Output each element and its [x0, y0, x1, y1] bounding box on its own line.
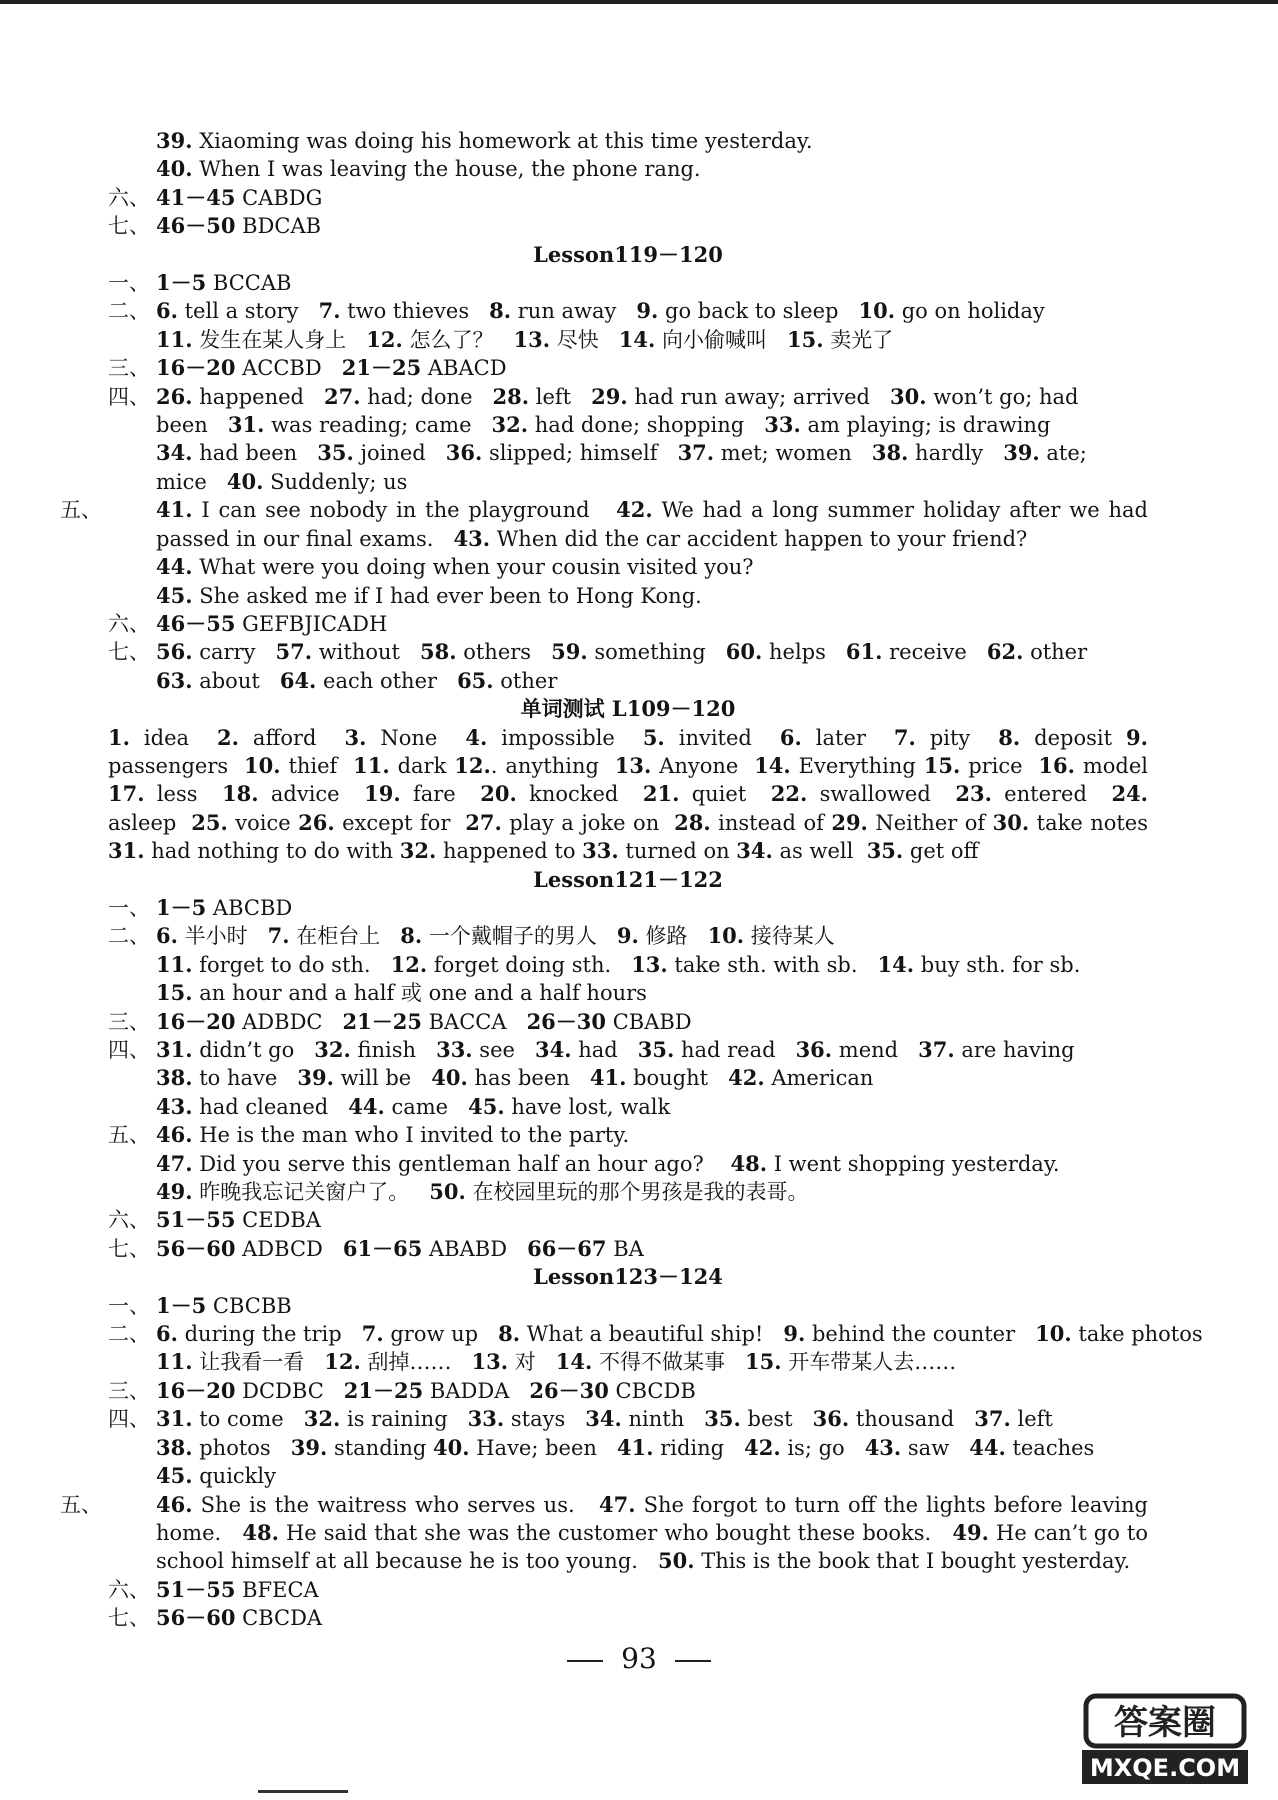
answer-line: mice 40. Suddenly; us	[156, 468, 408, 494]
answer-line: 六、 41－45 CABDG	[108, 184, 1148, 212]
section-marker: 七、	[108, 1236, 150, 1261]
answer-line: 38. to have 39. will be 40. has been 41. bought 42. American	[156, 1065, 874, 1091]
answer-key-body	[60, 127, 1203, 1633]
section-marker: 六、	[108, 1208, 150, 1233]
answer-line: 47. Did you serve this gentleman half an hour ago? 48. I went shopping yesterday.	[156, 1150, 1060, 1176]
watermark-logo	[1082, 1688, 1248, 1788]
section-marker: 六、	[108, 611, 150, 636]
section-marker: 二、	[108, 1322, 150, 1347]
answer-line: 五、 41. I can see nobody in the playground 42. We had a long summer holiday after we had passed in our final exams. 43. When did the car accident happen to your friend?	[60, 497, 1148, 551]
section-marker: 六、	[108, 1577, 150, 1602]
answer-line: 49. 昨晚我忘记关窗户了。 50. 在校园里玩的那个男孩是我的表哥。	[156, 1179, 809, 1205]
logo-url: MXQE.COM	[1089, 1754, 1241, 1782]
answer-line: 四、 31. didn’t go 32. finish 33. see 34. had 35. had read 36. mend 37. are having	[108, 1036, 1148, 1064]
section-marker: 五、	[60, 498, 102, 523]
answer-line: 五、 46. She is the waitress who serves us. 47. She forgot to turn off the lights before leaving home. 48. He said that she was the customer who bought these books. 49. He can’t go to school himself at all because he is too young. 50. This is the book that I bought yesterday.	[60, 1491, 1149, 1574]
section-marker: 二、	[108, 924, 150, 949]
answer-line: 二、 6. 半小时 7. 在柜台上 8. 一个戴帽子的男人 9. 修路 10. 接待某人	[108, 922, 1148, 950]
answer-line: 11. forget to do sth. 12. forget doing sth. 13. take sth. with sb. 14. buy sth. for sb.	[156, 951, 1081, 977]
section-marker: 四、	[108, 1038, 150, 1062]
answer-line: 四、 31. to come 32. is raining 33. stays 34. ninth 35. best 36. thousand 37. left	[108, 1405, 1148, 1433]
answer-line: 七、 46－50 BDCAB	[108, 212, 1148, 240]
answer-line: 34. had been 35. joined 36. slipped; himself 37. met; women 38. hardly 39. ate;	[156, 440, 1087, 466]
answer-line: 63. about 64. each other 65. other	[156, 667, 558, 693]
answer-line: 11. 让我看一看 12. 刮掉…… 13. 对 14. 不得不做某事 15. 开车带某人去……	[156, 1349, 957, 1375]
answer-line: been 31. was reading; came 32. had done; shopping 33. am playing; is drawing	[156, 412, 1051, 438]
answer-line: 39. Xiaoming was doing his homework at this time yesterday.	[156, 128, 813, 153]
page-number	[0, 1642, 1278, 1675]
section-heading: Lesson119－120	[533, 241, 723, 267]
section-marker: 三、	[108, 1009, 150, 1034]
answer-line: 15. an hour and a half 或 one and a half hours	[156, 980, 647, 1006]
bottom-rule	[258, 1790, 348, 1793]
section-heading: 单词测试 L109－120	[520, 696, 736, 722]
answer-line: 三、 16－20 ACCBD 21－25 ABACD	[108, 354, 1148, 382]
answer-line: 七、 56－60 ADBCD 61－65 ABABD 66－67 BA	[108, 1235, 1148, 1263]
answer-line: 40. When I was leaving the house, the phone rang.	[156, 156, 701, 182]
section-marker: 一、	[108, 895, 150, 920]
answer-line: 45. quickly	[156, 1463, 276, 1489]
answer-line: 四、 26. happened 27. had; done 28. left 29. had run away; arrived 30. won’t go; had	[108, 383, 1148, 411]
section-marker: 五、	[60, 1492, 102, 1517]
answer-line: 七、 56－60 CBCDA	[108, 1604, 1148, 1632]
answer-line: 五、 46. He is the man who I invited to the party.	[108, 1121, 1148, 1149]
section-marker: 七、	[108, 640, 150, 665]
answer-line: 三、 16－20 ADBDC 21－25 BACCA 26－30 CBABD	[108, 1008, 1148, 1036]
answer-line: 45. She asked me if I had ever been to Hong Kong.	[156, 582, 702, 608]
answer-line: 一、 1－5 ABCBD	[108, 894, 1148, 922]
page-number-text: 93	[621, 1642, 657, 1675]
dash-right	[675, 1660, 711, 1662]
section-marker: 六、	[108, 185, 150, 210]
section-marker: 四、	[108, 1407, 150, 1432]
section-marker: 二、	[108, 299, 150, 324]
answer-line: 七、 56. carry 57. without 58. others 59. something 60. helps 61. receive 62. other	[108, 638, 1148, 666]
answer-line: 43. had cleaned 44. came 45. have lost, walk	[156, 1093, 671, 1119]
answer-line: 11. 发生在某人身上 12. 怎么了？ 13. 尽快 14. 向小偷喊叫 15. 卖光了	[156, 326, 894, 352]
answer-line: 一、 1－5 BCCAB	[108, 269, 1148, 297]
answer-line: 六、 46－55 GEFBJICADH	[108, 610, 1148, 638]
answer-line: 六、 51－55 BFECA	[108, 1576, 1148, 1604]
section-marker: 四、	[108, 384, 150, 409]
section-heading: Lesson121－122	[533, 866, 723, 892]
answer-line: 二、 6. tell a story 7. two thieves 8. run away 9. go back to sleep 10. go on holiday	[108, 297, 1148, 325]
answer-line: 三、 16－20 DCDBC 21－25 BADDA 26－30 CBCDB	[108, 1377, 1148, 1405]
section-marker: 三、	[108, 1378, 150, 1403]
section-marker: 五、	[108, 1123, 150, 1148]
answer-line: 44. What were you doing when your cousin visited you?	[156, 554, 754, 580]
section-marker: 七、	[108, 214, 150, 239]
section-marker: 七、	[108, 1606, 150, 1631]
answer-line: 1. idea 2. afford 3. None 4. impossible 5. invited 6. later 7. pity 8. deposit 9. passengers 10. thief 11. dark 12.. anything 13. Anyone 14. Everything 15. price 16. model 17. less 18. advice 19. fare 20. knocked 21. quiet 22. swallowed 23. entered 24. asleep 25. voice 26. except for 27. play a joke on 28. instead of 29. Neither of 30. take notes 31. had nothing to do with 32. happened to 33. turned on 34. as well 35. get off	[108, 724, 1149, 864]
answer-line: 六、 51－55 CEDBA	[108, 1206, 1148, 1234]
top-border	[0, 0, 1278, 4]
answer-line: 二、 6. during the trip 7. grow up 8. What a beautiful ship! 9. behind the counter 10. take photos	[108, 1320, 1148, 1348]
section-marker: 三、	[108, 356, 150, 381]
section-marker: 一、	[108, 1293, 150, 1318]
section-heading: Lesson123－124	[533, 1264, 723, 1290]
answer-line: 一、 1－5 CBCBB	[108, 1292, 1148, 1320]
answer-line: 38. photos 39. standing 40. Have; been 41. riding 42. is; go 43. saw 44. teaches	[156, 1434, 1095, 1460]
logo-cn: 答案圈	[1114, 1703, 1216, 1743]
dash-left	[567, 1660, 603, 1662]
section-marker: 一、	[108, 271, 150, 296]
